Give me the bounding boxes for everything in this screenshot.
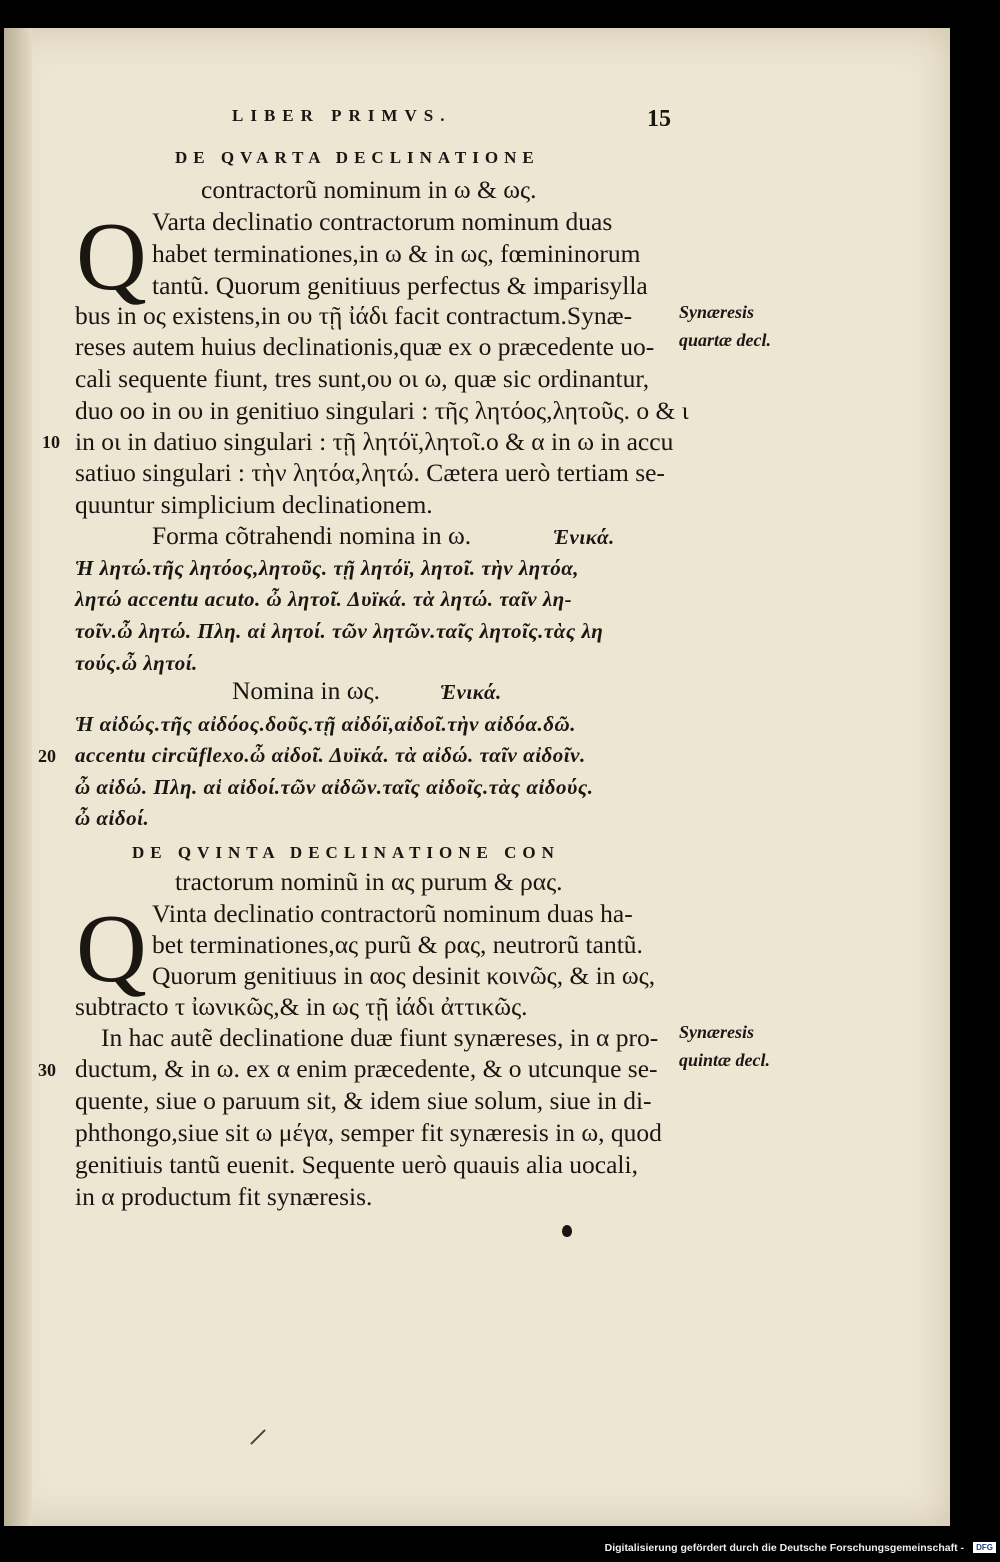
text-line: quente, siue ο paruum sit, & idem siue solum, siue in di- <box>75 1086 652 1115</box>
section-subheading-quarta: contractorũ nominum in ω & ως. <box>201 175 537 204</box>
page-gutter <box>4 28 32 1526</box>
margin-note: Synæresis <box>679 1022 755 1042</box>
text-line: In hac autẽ declinatione duæ fiunt synæreses, in α pro- <box>101 1023 659 1052</box>
text-line: cali sequente fiunt, tres sunt,ου οι ω, quæ sic ordinantur, <box>75 364 650 393</box>
drop-cap: Q <box>76 895 147 1003</box>
paradigm-line: τούς.ὦ λητοί. <box>75 651 198 675</box>
text-line: bus in ος existens,in ου τῇ ἰάδι facit contractum.Synæ- <box>75 301 633 330</box>
dfg-logo-icon: DFG <box>973 1542 996 1553</box>
paradigm-line: ὦ αἰδοί. <box>75 806 150 830</box>
section-heading-quinta: DE QVINTA DECLINATIONE CON <box>132 843 560 862</box>
paradigm-line: τοῖν.ὦ λητώ. Πλη. αἱ λητοί. τῶν λητῶν.ταῖς λητοῖς.τὰς λη <box>75 619 604 643</box>
text-line: reses autem huius declinationis,quæ ex ο præcedente uo- <box>75 332 655 361</box>
nomina-label: Nomina in ως. <box>232 676 380 705</box>
text-line: bet terminationes,ας purũ & ρας, neutrorũ tantũ. <box>152 930 643 959</box>
line-number: 20 <box>38 746 56 766</box>
paradigm-line: accentu circũflexo.ὦ αἰδοῖ. Δυϊκά. τὰ αἰδώ. ταῖν αἰδοῖν. <box>75 743 586 767</box>
forma-number: Ἑνικά. <box>553 525 615 549</box>
text-line: satiuo singulari : τὴν λητόα,λητώ. Cætera uerò tertiam se- <box>75 458 665 487</box>
paradigm-line: Ἡ αἰδώς.τῆς αἰδόος.δοῦς.τῇ αἰδόϊ,αἰδοῖ.τὴν αἰδόα.δῶ. <box>75 712 576 736</box>
section-subheading-quinta: tractorum nominũ in ας purum & ρας. <box>175 867 563 896</box>
text-line: Vinta declinatio contractorũ nominum duas ha- <box>152 899 633 928</box>
forma-label: Forma cõtrahendi nomina in ω. <box>152 521 472 550</box>
margin-note: Synæresis <box>679 302 755 322</box>
text-line: Quorum genitiuus in αος desinit κοινῶς, & in ως, <box>152 961 656 990</box>
digitization-footer <box>604 1542 993 1554</box>
text-line: ductum, & in ω. ex α enim præcedente, & ο utcunque se- <box>75 1054 658 1083</box>
margin-note: quintæ decl. <box>679 1050 771 1070</box>
running-title: LIBER PRIMVS. <box>232 106 452 125</box>
paradigm-line: Ἡ λητώ.τῆς λητόος,λητοῦς. τῇ λητόϊ, λητοῖ. τὴν λητόα, <box>75 556 580 580</box>
line-number: 10 <box>42 432 60 452</box>
printer-ornament <box>562 1225 572 1237</box>
line-number: 30 <box>38 1060 56 1080</box>
paradigm-line: λητώ accentu acuto. ὦ λητοῖ. Δυϊκά. τὰ λητώ. ταῖν λη- <box>75 587 573 611</box>
page-number: 15 <box>647 106 671 132</box>
text-line: phthongo,siue sit ω μέγα, semper fit synæresis in ω, quod <box>75 1118 662 1147</box>
text-line: duo οο in ου in genitiuo singulari : τῆς λητόος,λητοῦς. ο & ι <box>75 396 689 425</box>
text-line: Varta declinatio contractorum nominum duas <box>152 207 613 236</box>
text-line: quuntur simplicium declinationem. <box>75 490 433 519</box>
nomina-number: Ἑνικά. <box>440 680 502 704</box>
text-line: habet terminationes,in ω & in ως, fœmininorum <box>152 239 641 268</box>
footer-text: Digitalisierung gefördert durch die Deutsche Forschungsgemeinschaft - <box>604 1542 964 1554</box>
text-line: in α productum fit synæresis. <box>75 1182 373 1211</box>
text-line: genitiuis tantũ euenit. Sequente uerò quauis alia uocali, <box>75 1150 638 1179</box>
text-line: tantũ. Quorum genitiuus perfectus & imparisylla <box>152 271 648 300</box>
paradigm-line: ὦ αἰδώ. Πλη. αἱ αἰδοί.τῶν αἰδῶν.ταῖς αἰδοῖς.τὰς αἰδούς. <box>75 775 594 799</box>
section-heading-quarta: DE QVARTA DECLINATIONE <box>175 148 540 167</box>
drop-cap: Q <box>76 203 147 311</box>
margin-note: quartæ decl. <box>679 330 771 350</box>
text-line: in οι in datiuo singulari : τῇ λητόϊ,λητοῖ.ο & α in ω in accu <box>75 427 674 456</box>
text-line: subtracto τ ἰωνικῶς,& in ως τῇ ἰάδι ἀττικῶς. <box>75 992 528 1021</box>
